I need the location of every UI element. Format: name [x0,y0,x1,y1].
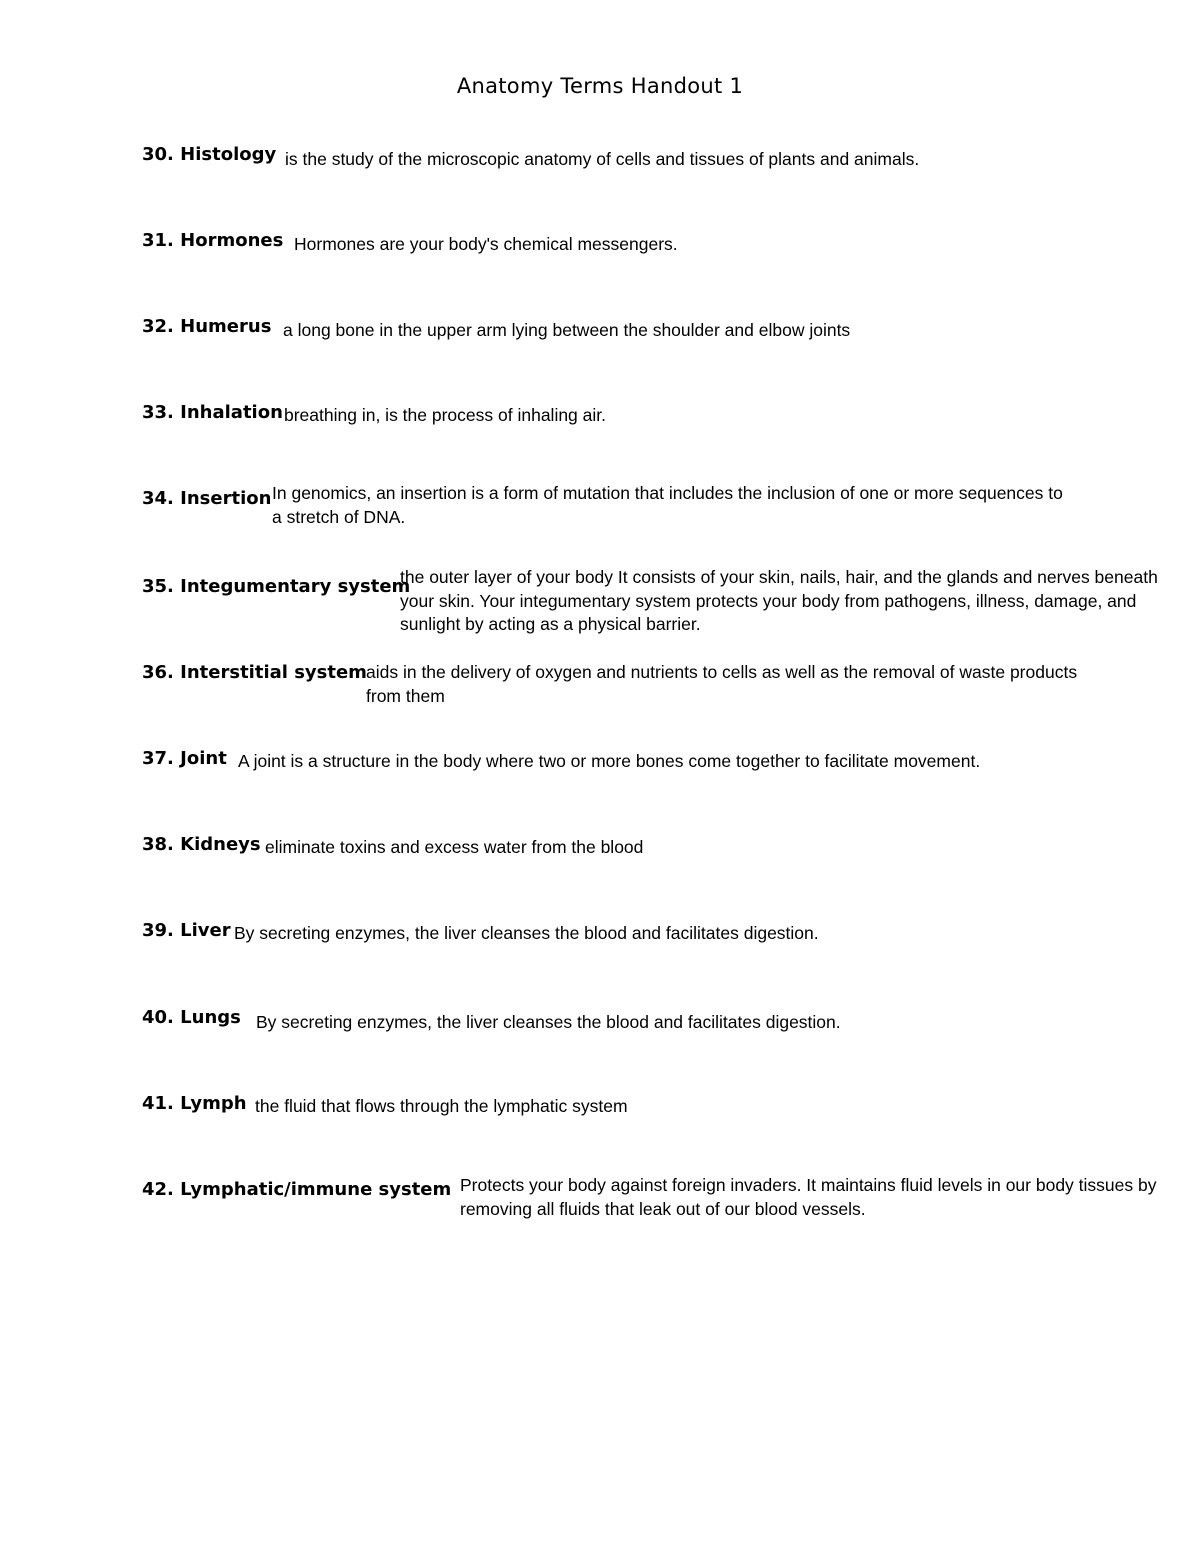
page-title: Anatomy Terms Handout 1 [456,74,744,98]
term-lungs: 40. Lungs [142,1007,241,1028]
definition-inhalation: breathing in, is the process of inhaling air. [284,405,606,425]
term-liver: 39. Liver [142,920,231,941]
definition-kidneys: eliminate toxins and excess water from the blood [265,837,644,857]
definition-histology: is the study of the microscopic anatomy of cells and tissues of plants and animals. [285,149,920,169]
definition-lungs: By secreting enzymes, the liver cleanses the blood and facilitates digestion. [256,1012,841,1032]
definition-insertion: In genomics, an insertion is a form of mutation that includes the inclusion of one or more sequences to a stretch of DNA. [272,483,1063,527]
term-histology: 30. Histology [142,144,277,165]
term-inhalation: 33. Inhalation [142,402,283,423]
term-integumentary-system: 35. Integumentary system [142,576,411,597]
definition-hormones: Hormones are your body's chemical messengers. [294,234,678,254]
definition-joint: A joint is a structure in the body where two or more bones come together to facilitate movement. [238,751,981,771]
definition-integumentary-system: the outer layer of your body It consists of your skin, nails, hair, and the glands and nerves beneath your skin. Your integumentary system protects your body from pathogens, illness, damage, and sunlight by acting as a physical barrier. [400,567,1158,634]
definition-liver: By secreting enzymes, the liver cleanses the blood and facilitates digestion. [234,923,819,943]
term-lymph: 41. Lymph [142,1093,247,1114]
term-hormones: 31. Hormones [142,230,284,251]
term-joint: 37. Joint [142,748,227,769]
term-lymphatic-immune-system: 42. Lymphatic/immune system [142,1179,452,1200]
term-interstitial-system: 36. Interstitial system [142,662,367,683]
definition-interstitial-system: aids in the delivery of oxygen and nutrients to cells as well as the removal of waste products from them [366,662,1078,706]
definition-lymph: the fluid that flows through the lymphatic system [255,1096,628,1116]
definition-lymphatic-immune-system: Protects your body against foreign invaders. It maintains fluid levels in our body tissues by removing all fluids that leak out of our blood vessels. [460,1175,1157,1219]
term-humerus: 32. Humerus [142,316,272,337]
term-insertion: 34. Insertion [142,488,272,509]
definition-humerus: a long bone in the upper arm lying between the shoulder and elbow joints [283,320,851,340]
term-kidneys: 38. Kidneys [142,834,261,855]
